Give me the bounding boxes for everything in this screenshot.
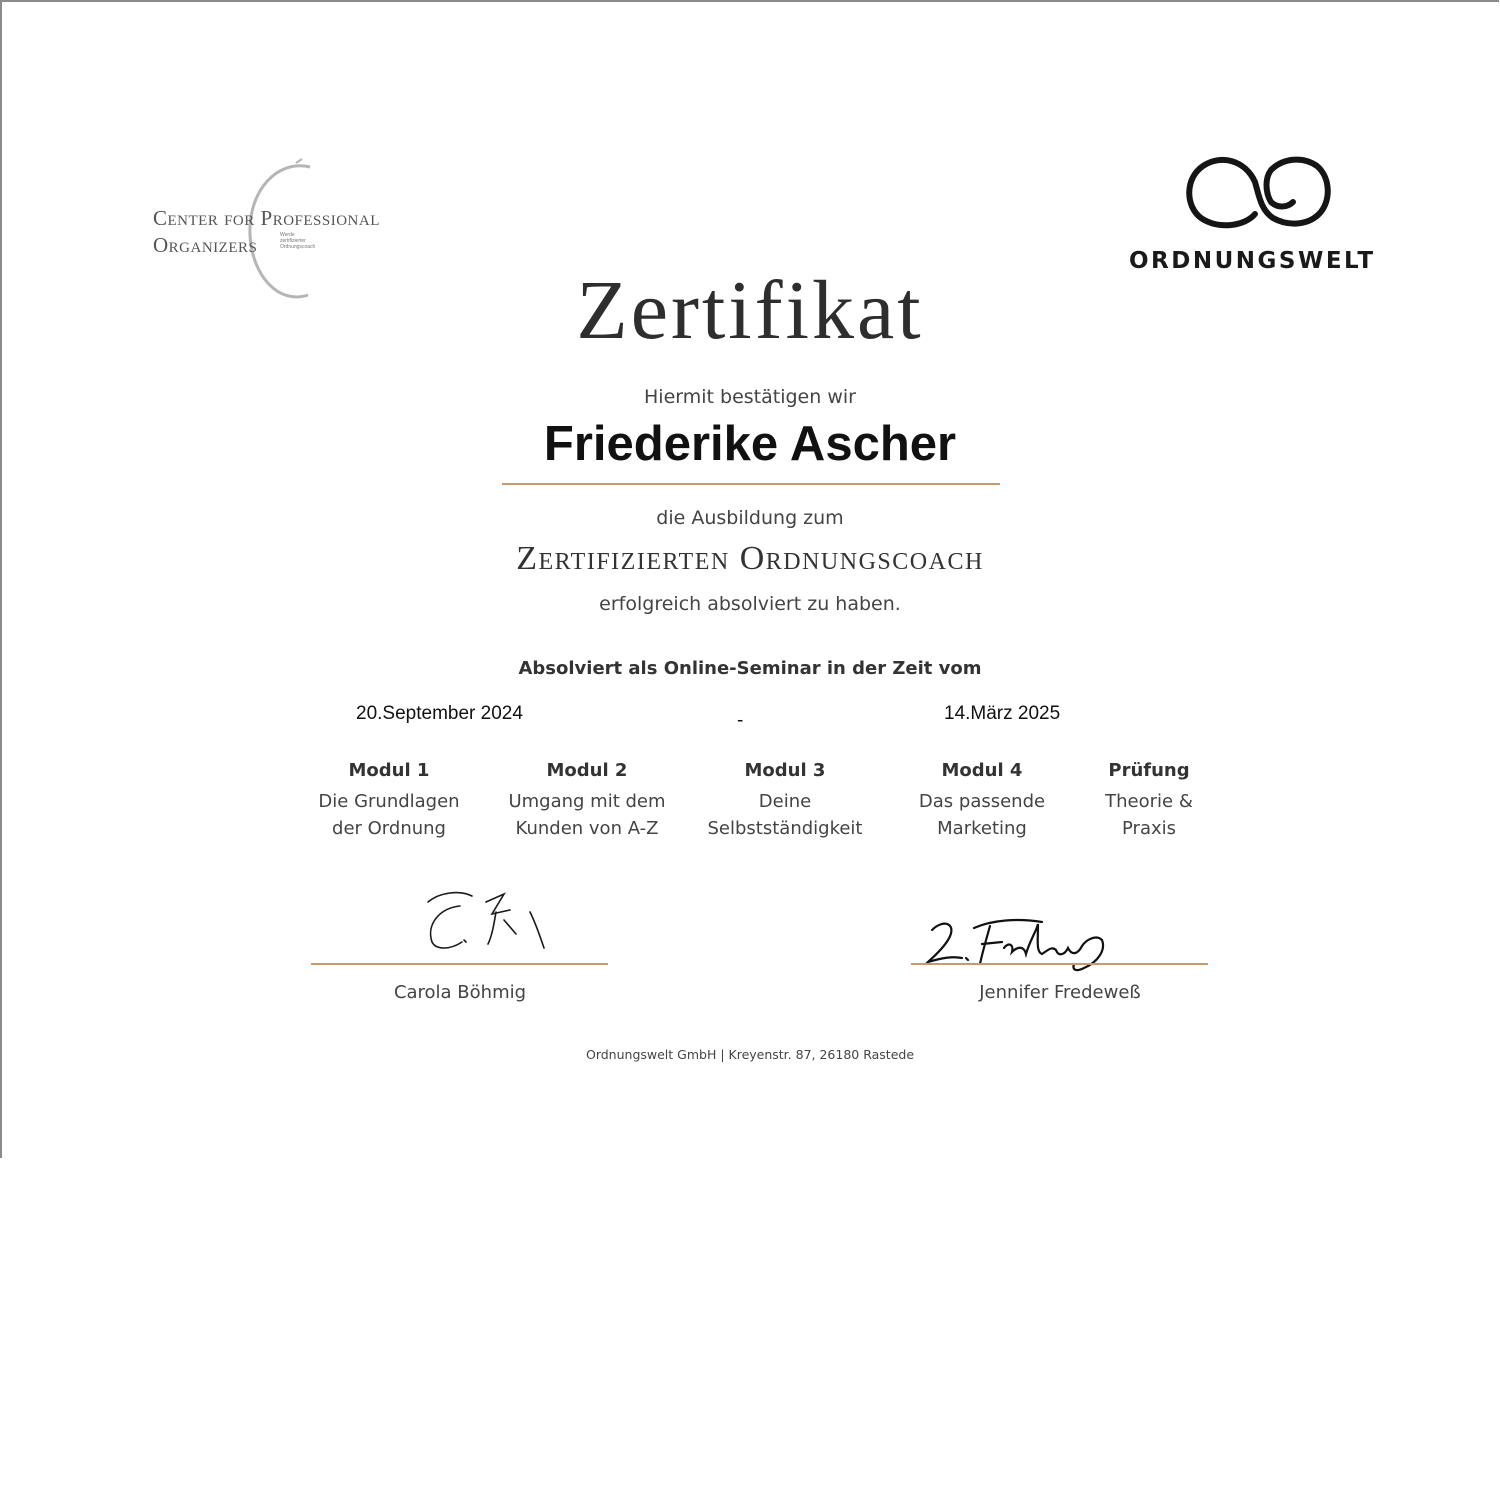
module-description: Deine Selbstständigkeit — [707, 791, 863, 839]
completed-text: erfolgreich absolviert zu haben. — [599, 593, 901, 615]
footer-address: Ordnungswelt GmbH | Kreyenstr. 87, 26180 Rastede — [585, 1047, 915, 1062]
qualification-title: Zertifizierten Ordnungscoach — [516, 540, 984, 577]
module-title: Prüfung — [1108, 760, 1190, 781]
signature-carola-boehmig — [420, 884, 560, 959]
end-date: 14.März 2025 — [944, 703, 1061, 724]
cpo-logo-tagline: Werde zertifizierter Ordnungscoach — [280, 232, 316, 250]
module-item — [1094, 760, 1204, 842]
signatory-name: Carola Böhmig — [393, 982, 527, 1003]
start-date: 20.September 2024 — [356, 703, 523, 724]
module-item — [308, 760, 470, 842]
module-title: Modul 2 — [546, 760, 628, 781]
module-description: Das passende Marketing — [918, 791, 1046, 839]
training-text: die Ausbildung zum — [656, 507, 844, 529]
signature-line-left — [311, 963, 608, 965]
recipient-underline — [502, 483, 1000, 485]
cpo-logo-line1: Center for Professional — [153, 206, 380, 230]
ordnungswelt-wordmark: ORDNUNGSWELT — [1129, 248, 1376, 274]
date-separator: - — [737, 710, 744, 731]
module-title: Modul 3 — [744, 760, 826, 781]
recipient-name: Friederike Ascher — [543, 417, 957, 471]
certificate-title: Zertifikat — [576, 264, 924, 357]
module-title: Modul 4 — [941, 760, 1023, 781]
signature-line-right — [911, 963, 1208, 965]
module-item — [700, 760, 870, 842]
seminar-period-label: Absolviert als Online-Seminar in der Zeit vom — [518, 658, 982, 679]
module-item — [497, 760, 677, 842]
cpo-logo-line2: Organizers — [153, 233, 258, 257]
confirm-text: Hiermit bestätigen wir — [644, 386, 856, 408]
signature-jennifer-fredewess — [922, 910, 1112, 980]
signatory-name: Jennifer Fredeweß — [979, 982, 1141, 1003]
module-description: Umgang mit dem Kunden von A-Z — [508, 791, 666, 839]
module-item — [907, 760, 1057, 842]
module-description: Theorie & Praxis — [1105, 791, 1193, 839]
ordnungswelt-infinity-icon — [1183, 152, 1333, 232]
module-description: Die Grundlagen der Ordnung — [318, 791, 460, 839]
module-title: Modul 1 — [348, 760, 430, 781]
